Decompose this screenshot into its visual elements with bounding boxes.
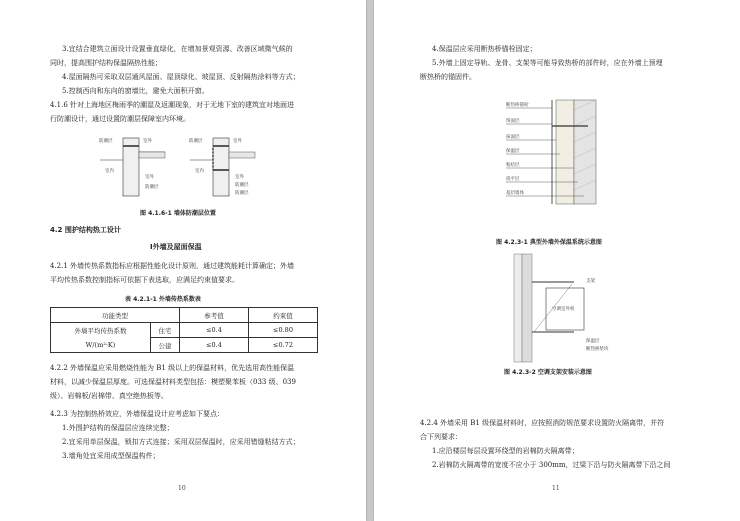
table-cell-type: 住宅 [151, 323, 180, 338]
table-header-ref: 参考值 [180, 308, 249, 323]
figure-caption-4-1-6-1: 图 4.1.6-1 墙体防潮层位置 [140, 210, 216, 217]
table-cell-type: 公建 [151, 338, 180, 353]
left-page [0, 0, 366, 521]
table-cell-ref: ≤0.4 [180, 323, 249, 338]
fig2-label: 保温层 [506, 149, 520, 154]
fig2-label: 基层墙体 [506, 191, 524, 196]
paragraph-item-5-cont: 断热桥的锚固件。 [420, 73, 476, 81]
paragraph-4-1-6-cont: 行防潮设计，通过设置防潮层保障室内环境。 [50, 115, 190, 123]
table-cell-limit: ≤0.80 [249, 323, 318, 338]
damp-proof-figure [95, 130, 275, 205]
paragraph-4-2-4: 4.2.4 外墙采用 B1 级保温材料时，应按照消防规范要求设置防火隔离带，并符 [420, 419, 665, 427]
fig-a-label-top: 防潮层 [99, 139, 113, 144]
fig2-label: 饰面层 [506, 119, 520, 124]
fig2-label: 抹面层 [506, 135, 520, 140]
paragraph-4-1-6: 4.1.6 针对上海地区梅雨季的潮湿及返潮现象，对于无地下室的建筑宜对地面进 [50, 101, 295, 109]
table-row-label-2: W/(m²·K) [85, 341, 116, 349]
page-number: 11 [552, 485, 560, 492]
fig2-label: 找平层 [506, 177, 520, 182]
fig2-label: 粘结层 [506, 163, 520, 168]
paragraph-4-2-3: 4.2.3 为控制热桥效应，外墙保温设计应考虑如下要点： [50, 410, 225, 418]
wall-insulation-figure [494, 96, 614, 208]
table-header-type: 功能类型 [51, 308, 180, 323]
page-number: 10 [178, 485, 186, 492]
paragraph-3-cont: 同时，提高围护结构保温隔热性能； [50, 59, 162, 67]
paragraph-4: 4.屋面隔热可采取双层通风屋面、屋顶绿化、坡屋顶、反射隔热涂料等方式； [62, 73, 300, 81]
damp-proof-diagram-b [189, 137, 255, 196]
paragraph-4-2-2: 4.2.2 外墙保温应采用燃烧性能为 B1 级以上的保温材料，优先选用高性能保温 [50, 364, 295, 372]
list-item: 1.应沿楼层每层设置环绕型的岩棉防火隔离带； [432, 447, 579, 455]
paragraph-4-2-4-cont: 合下列要求： [420, 433, 462, 441]
fig3-label: 支架 [586, 279, 595, 284]
fig3-label: 空调室外机 [552, 307, 575, 312]
paragraph-5: 5.控制西向和东向的窗墙比，避免大面积开窗。 [62, 87, 209, 95]
fig-b-label-out: 室外 [233, 139, 242, 144]
figure-caption-4-2-3-2: 图 4.2.3-2 空调支架安装示意图 [504, 369, 592, 376]
fig-b-label-r1: 室外 [235, 175, 244, 180]
paragraph-item-5: 5.外墙上固定导轨、龙骨、支架等可能导致热桥的部件时，应在外墙上预埋 [432, 59, 663, 67]
fig-b-label-r2: 防潮层 [235, 183, 249, 188]
paragraph-item-4: 4.保温层应采用断热桥锚栓固定； [432, 45, 537, 53]
subsection-heading: Ⅰ外墙及屋面保温 [150, 243, 202, 251]
table-title: 表 4.2.1-1 外墙传热系数表 [125, 296, 201, 303]
fig-a-label-room: 室内 [105, 169, 114, 174]
fig-b-label-room: 室内 [195, 169, 204, 174]
fig3-label: 断热桥垫块 [586, 347, 609, 352]
table-cell-ref: ≤0.4 [180, 338, 249, 353]
heat-transfer-table [50, 307, 318, 353]
section-heading-4-2: 4.2 围护结构热工设计 [50, 226, 121, 234]
fig2-label: 断热桥锚栓 [506, 103, 529, 108]
fig3-label: 保温层 [586, 339, 600, 344]
paragraph-4-2-2-cont1: 材料，以减少保温层厚度。可选保温材料类型包括：模塑聚苯板（033 级、039 [50, 378, 296, 386]
list-item: 1.外围护结构的保温层应连续完整； [62, 424, 174, 432]
fig-a-label-r2: 防潮层 [145, 185, 159, 190]
list-item: 3.墙角处宜采用成型保温构件； [62, 452, 160, 460]
fig-b-label-r3: 防潮层 [235, 191, 249, 196]
table-cell-limit: ≤0.72 [249, 338, 318, 353]
fig-a-label-out: 室外 [143, 139, 152, 144]
paragraph-4-2-1: 4.2.1 外墙传热系数指标应根据性能化设计原则，通过建筑能耗计算确定；外墙 [50, 262, 295, 270]
right-page [374, 0, 740, 521]
list-item: 2.宜采用单层保温，锁扣方式连接；采用双层保温时，应采用错缝粘结方式； [62, 438, 300, 446]
table-header-limit: 约束值 [249, 308, 318, 323]
table-row-label-1: 外墙平均传热系数 [74, 327, 127, 335]
list-item: 2.岩棉防火隔离带的宽度不应小于 300mm，过梁下沿与防火隔离带下沿之间 [432, 461, 671, 469]
table-row-label [51, 323, 151, 353]
fig-a-label-r1: 室外 [145, 175, 154, 180]
figure-caption-4-2-3-1: 图 4.2.3-1 典型外墙外保温系统示意图 [496, 239, 602, 246]
ac-bracket-figure [494, 252, 614, 364]
paragraph-4-2-1-cont: 平均传热系数控制指标可依据下表选取，应满足约束值要求。 [50, 276, 239, 284]
paragraph-3: 3.宜结合建筑立面设计设置垂直绿化，在增加景观资源、改善区域微气候的 [62, 45, 293, 53]
paragraph-4-2-2-cont2: 级）、岩棉板/岩棉带、真空绝热板等。 [50, 392, 168, 400]
damp-proof-diagram-a [99, 137, 165, 196]
fig-b-label-top: 防潮层 [189, 139, 203, 144]
